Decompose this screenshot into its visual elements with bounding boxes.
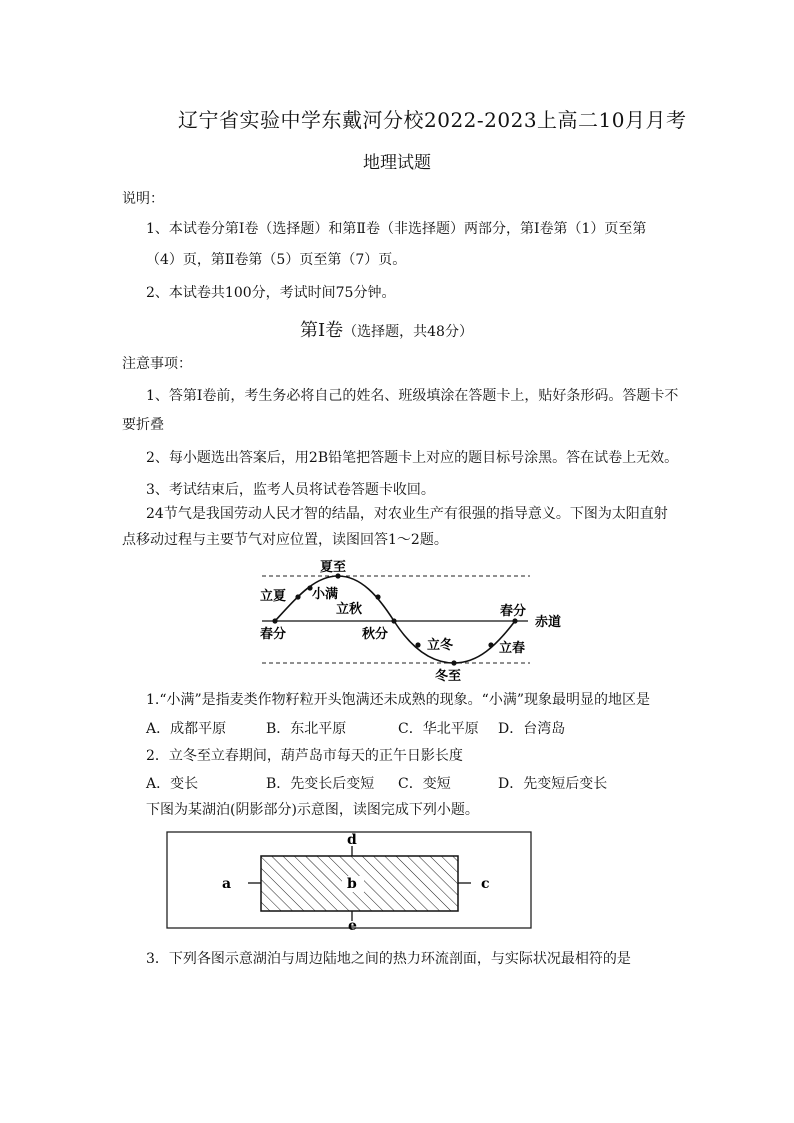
point-liqiu [375,594,380,599]
label-d: d [347,832,357,848]
section-1-title-main: 第Ⅰ卷 [300,320,344,341]
passage-1-line-1: 24节气是我国劳动人民才智的结晶，对农业生产有很强的指导意义。下图为太阳直射 [146,506,668,522]
instruction-item-1-line-1: 1、本试卷分第Ⅰ卷（选择题）和第Ⅱ卷（非选择题）两部分，第Ⅰ卷第（1）页至第 [146,221,647,237]
note-item-3: 3、考试结束后，监考人员将试卷答题卡收回。 [146,482,435,498]
section-1-title [300,316,473,342]
question-2-option-b: B．先变长后变短 [266,776,375,792]
label-c: c [481,876,490,892]
exam-subtitle: 地理试题 [363,153,431,173]
label-xiazhi: 夏至 [320,560,347,575]
instruction-item-1-line-2: （4）页，第Ⅱ卷第（5）页至第（7）页。 [146,252,407,268]
label-dongzhi: 冬至 [435,669,462,682]
point-chunfen-right [512,618,517,623]
question-1-stem: 1.“小满”是指麦类作物籽粒开头饱满还未成熟的现象。“小满”现象最明显的地区是 [146,692,650,708]
question-1-option-a: A．成都平原 [146,721,227,737]
instructions-heading: 说明： [122,191,164,207]
label-chidao: 赤道 [535,615,562,630]
question-2-option-c: C．变短 [398,776,451,792]
label-lichun: 立春 [499,641,526,656]
point-lichun [488,642,493,647]
question-1-option-b: B．东北平原 [266,721,347,737]
label-a: a [222,876,232,892]
solar-terms-diagram [250,556,580,682]
label-liqiu: 立秋 [336,602,363,617]
question-3-stem: 3．下列各图示意湖泊与周边陆地之间的热力环流剖面，与实际状况最相符的是 [146,951,631,967]
passage-1-line-2: 点移动过程与主要节气对应位置，读图回答1～2题。 [122,532,448,548]
label-xiaoman: 小满 [312,587,339,602]
question-2-option-a: A．变长 [146,776,199,792]
instruction-item-2: 2、本试卷共100分，考试时间75分钟。 [146,285,396,301]
exam-title: 辽宁省实验中学东戴河分校2022-2023上高二10月月考 [178,108,687,132]
label-qiufen: 秋分 [362,627,389,642]
point-chunfen-left [272,618,277,623]
label-chunfen-left: 春分 [260,627,287,642]
section-1-title-note: （选择题，共48分） [343,324,473,340]
question-2-stem: 2．立冬至立春期间，葫芦岛市每天的正午日影长度 [146,748,463,764]
question-2-option-d: D．先变短后变长 [498,776,608,792]
point-qiufen [391,618,396,623]
notes-heading: 注意事项： [122,356,192,372]
question-1-option-c: C．华北平原 [398,721,479,737]
lake-diagram [164,828,534,932]
label-chunfen-right: 春分 [500,604,527,619]
passage-2-line-1: 下图为某湖泊(阴影部分)示意图，读图完成下列小题。 [146,802,479,818]
point-dongzhi [451,660,456,665]
label-b: b [347,876,357,892]
question-1-option-d: D．台湾岛 [498,721,566,737]
point-lidong [415,642,420,647]
note-item-1-line-2: 要折叠 [122,417,164,433]
label-e: e [348,918,357,932]
label-lidong: 立冬 [427,638,454,653]
note-item-2: 2、每小题选出答案后，用2B铅笔把答题卡上对应的题目标号涂黑。答在试卷上无效。 [146,450,679,466]
point-lixia [295,594,300,599]
label-lixia: 立夏 [260,589,287,604]
note-item-1-line-1: 1、答第Ⅰ卷前，考生务必将自己的姓名、班级填涂在答题卡上，贴好条形码。答题卡不 [146,388,679,404]
